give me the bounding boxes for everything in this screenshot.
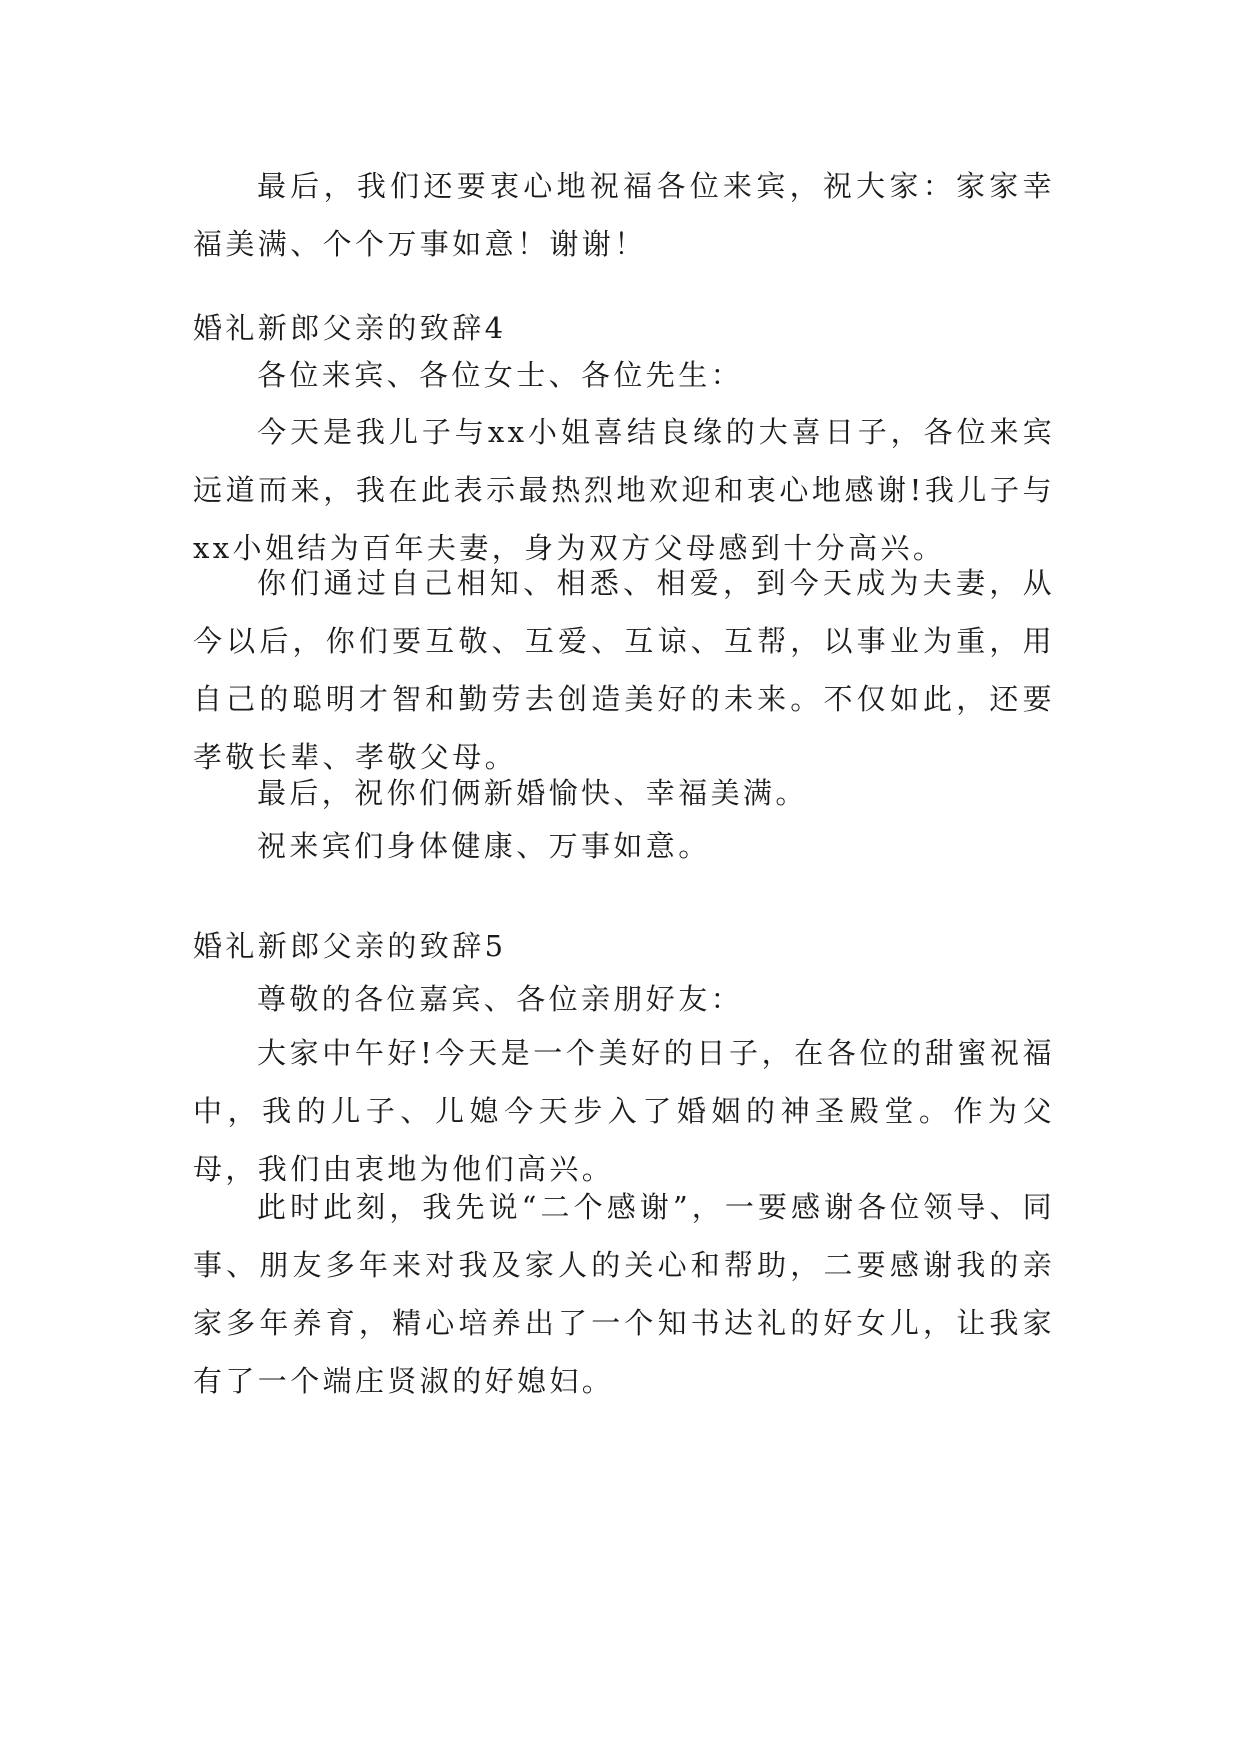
section-4-greeting: 各位来宾、各位女士、各位先生：: [257, 358, 744, 392]
section-4-paragraph-3: 最后，祝你们俩新婚愉快、幸福美满。: [257, 776, 808, 810]
section-5-title: 婚礼新郎父亲的致辞5: [193, 929, 507, 963]
section-5-paragraph-1: 大家中午好!今天是一个美好的日子，在各位的甜蜜祝福中，我的儿子、儿媳今天步入了婚姻的神圣殿堂。作为父母，我们由衷地为他们高兴。: [193, 1036, 1055, 1186]
section-4-paragraph-4: 祝来宾们身体健康、万事如意。: [257, 829, 711, 863]
section-5-paragraph-2: 此时此刻，我先说“二个感谢”，一要感谢各位领导、同事、朋友多年来对我及家人的关心和帮助，二要感谢我的亲家多年养育，精心培养出了一个知书达礼的好女儿，让我家有了一个端庄贤淑的好媳妇。: [193, 1190, 1055, 1398]
document-page: [193, 0, 1055, 1754]
closing-paragraph: 最后，我们还要衷心地祝福各位来宾，祝大家：家家幸福美满、个个万事如意！谢谢！: [193, 169, 1055, 261]
section-4-title: 婚礼新郎父亲的致辞4: [193, 311, 507, 345]
section-4-paragraph-2: 你们通过自己相知、相悉、相爱，到今天成为夫妻，从今以后，你们要互敬、互爱、互谅、互帮，以事业为重，用自己的聪明才智和勤劳去创造美好的未来。不仅如此，还要孝敬长辈、孝敬父母。: [193, 566, 1055, 774]
section-4-paragraph-1: 今天是我儿子与xx小姐喜结良缘的大喜日子，各位来宾远道而来，我在此表示最热烈地欢迎和衷心地感谢!我儿子与xx小姐结为百年夫妻，身为双方父母感到十分高兴。: [193, 415, 1055, 565]
section-5-greeting: 尊敬的各位嘉宾、各位亲朋好友：: [257, 982, 744, 1016]
